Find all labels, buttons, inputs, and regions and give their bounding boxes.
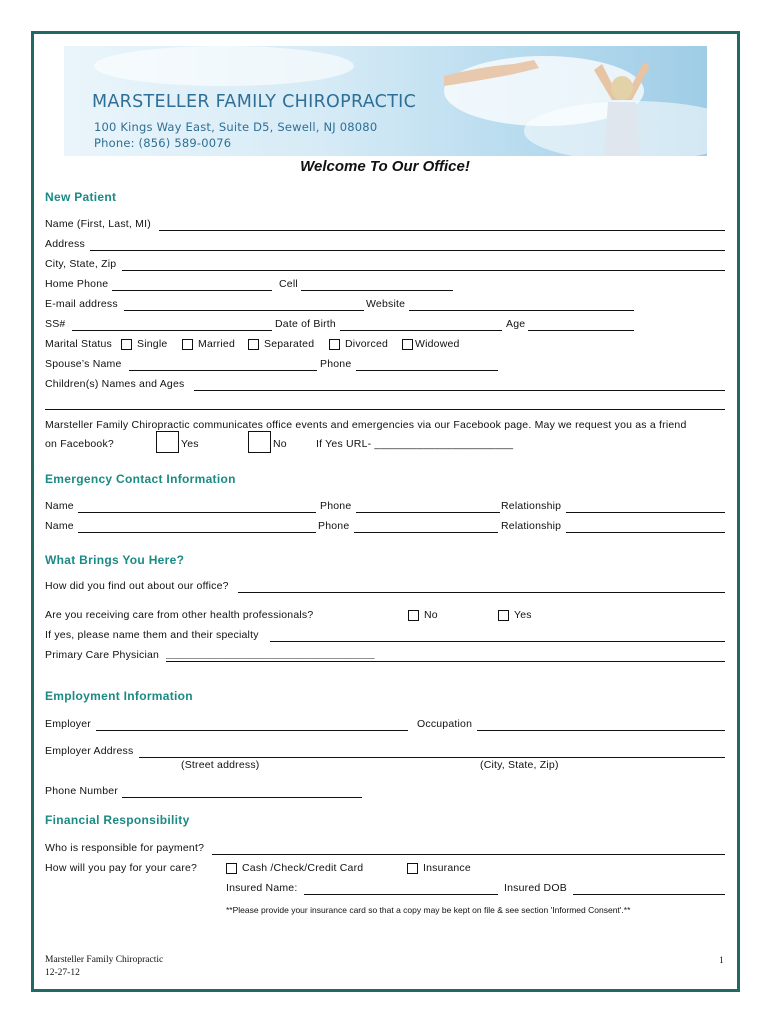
section-emergency: Emergency Contact Information <box>45 472 236 486</box>
single-checkbox[interactable] <box>121 339 132 350</box>
website-label: Website <box>366 298 406 310</box>
insured-dob-label: Insured DOB <box>504 882 567 894</box>
city-state-zip-caption: (City, State, Zip) <box>480 759 559 771</box>
section-financial: Financial Responsibility <box>45 813 190 827</box>
child-image <box>594 60 650 156</box>
divorced-checkbox[interactable] <box>329 339 340 350</box>
receiving-care-yes-checkbox[interactable] <box>498 610 509 621</box>
emergency-name-label-1: Name <box>45 500 74 512</box>
insurance-note: **Please provide your insurance card so that a copy may be kept on file & see section 'Informed Consent'.** <box>226 905 631 915</box>
facebook-url[interactable]: If Yes URL- _______________________ <box>316 438 514 450</box>
section-employment: Employment Information <box>45 689 193 703</box>
employer-phone-label: Phone Number <box>45 785 119 797</box>
emergency-relationship-label-1: Relationship <box>501 500 562 512</box>
receiving-care-label: Are you receiving care from other health professionals? <box>45 609 314 621</box>
occupation-label: Occupation <box>417 718 473 730</box>
facebook-question: on Facebook? <box>45 438 114 450</box>
occupation-field[interactable] <box>477 730 725 731</box>
email-field[interactable] <box>124 310 364 311</box>
emergency-phone-label-2: Phone <box>318 520 350 532</box>
home-phone-label: Home Phone <box>45 278 109 290</box>
emergency-phone-label-1: Phone <box>320 500 352 512</box>
facebook-yes-checkbox[interactable] <box>156 431 179 453</box>
employer-field[interactable] <box>96 730 408 731</box>
who-pays-field[interactable] <box>212 854 725 855</box>
spouse-field[interactable] <box>129 370 317 371</box>
section-what-brings: What Brings You Here? <box>45 553 185 567</box>
emergency-name-label-2: Name <box>45 520 74 532</box>
insured-name-field[interactable] <box>304 894 498 895</box>
address-label: Address <box>45 238 85 250</box>
facebook-no-checkbox[interactable] <box>248 431 271 453</box>
age-field[interactable] <box>528 330 634 331</box>
receiving-care-no-checkbox[interactable] <box>408 610 419 621</box>
cell-label: Cell <box>279 278 298 290</box>
specialty-field[interactable] <box>270 641 725 642</box>
children-label: Children(s) Names and Ages <box>45 378 185 390</box>
insurance-label: Insurance <box>423 862 471 874</box>
practice-address: 100 Kings Way East, Suite D5, Sewell, NJ 08080 <box>94 120 378 134</box>
street-address-caption: (Street address) <box>181 759 260 771</box>
spouse-phone-label: Phone <box>320 358 352 370</box>
email-label: E-mail address <box>45 298 118 310</box>
website-field[interactable] <box>409 310 634 311</box>
ss-label: SS# <box>45 318 66 330</box>
pcp-field[interactable] <box>166 661 725 662</box>
children-field[interactable] <box>194 390 725 391</box>
separated-label: Separated <box>264 338 315 350</box>
divorced-label: Divorced <box>345 338 389 350</box>
marital-status-label: Marital Status <box>45 338 112 350</box>
who-pays-label: Who is responsible for payment? <box>45 842 205 854</box>
emergency-name-field-2[interactable] <box>78 532 316 533</box>
spouse-label: Spouse’s Name <box>45 358 122 370</box>
employer-phone-field[interactable] <box>122 797 362 798</box>
city-field[interactable] <box>122 270 725 271</box>
footer-date: 12-27-12 <box>45 968 80 978</box>
address-field[interactable] <box>90 250 725 251</box>
footer-org: Marsteller Family Chiropractic <box>45 955 164 965</box>
pcp-label: Primary Care Physician <box>45 649 160 661</box>
how-pay-label: How will you pay for your care? <box>45 862 198 874</box>
ss-field[interactable] <box>72 330 272 331</box>
footer-page-number: 1 <box>719 956 724 966</box>
name-field[interactable] <box>159 230 725 231</box>
dob-label: Date of Birth <box>275 318 336 330</box>
employer-label: Employer <box>45 718 91 730</box>
find-out-label: How did you find out about our office? <box>45 580 229 592</box>
emergency-relationship-field-2[interactable] <box>566 532 725 533</box>
married-label: Married <box>198 338 235 350</box>
facebook-yes-label: Yes <box>181 438 199 450</box>
married-checkbox[interactable] <box>182 339 193 350</box>
widowed-checkbox[interactable] <box>402 339 413 350</box>
practice-phone: Phone: (856) 589-0076 <box>94 136 232 150</box>
cash-label: Cash /Check/Credit Card <box>242 862 364 874</box>
name-label: Name (First, Last, MI) <box>45 218 151 230</box>
city-label: City, State, Zip <box>45 258 117 270</box>
age-label: Age <box>506 318 526 330</box>
children-field-2[interactable] <box>45 409 725 410</box>
find-out-field[interactable] <box>238 592 725 593</box>
cash-checkbox[interactable] <box>226 863 237 874</box>
employer-address-field[interactable] <box>139 757 725 758</box>
cell-field[interactable] <box>301 290 453 291</box>
single-label: Single <box>137 338 168 350</box>
section-new-patient: New Patient <box>45 190 117 204</box>
pcp-underscores: __________________________________________________ <box>166 650 375 659</box>
hands-image <box>444 46 564 86</box>
dob-field[interactable] <box>340 330 502 331</box>
emergency-relationship-field-1[interactable] <box>566 512 725 513</box>
practice-name: MARSTELLER FAMILY CHIROPRACTIC <box>92 92 417 112</box>
widowed-label: Widowed <box>415 338 460 350</box>
header-banner <box>64 46 707 156</box>
facebook-no-label: No <box>273 438 287 450</box>
insured-name-label: Insured Name: <box>226 882 298 894</box>
receiving-care-no-label: No <box>424 609 438 621</box>
facebook-text: Marsteller Family Chiropractic communicates office events and emergencies via our Facebook page. May we request you as a friend <box>45 419 687 431</box>
page-title: Welcome To Our Office! <box>300 158 470 175</box>
employer-address-label: Employer Address <box>45 745 134 757</box>
receiving-care-yes-label: Yes <box>514 609 532 621</box>
home-phone-field[interactable] <box>112 290 272 291</box>
specialty-label: If yes, please name them and their specialty <box>45 629 259 641</box>
spouse-phone-field[interactable] <box>356 370 498 371</box>
insurance-checkbox[interactable] <box>407 863 418 874</box>
emergency-relationship-label-2: Relationship <box>501 520 562 532</box>
insured-dob-field[interactable] <box>573 894 725 895</box>
separated-checkbox[interactable] <box>248 339 259 350</box>
emergency-name-field-1[interactable] <box>78 512 316 513</box>
emergency-phone-field-1[interactable] <box>356 512 500 513</box>
emergency-phone-field-2[interactable] <box>354 532 498 533</box>
